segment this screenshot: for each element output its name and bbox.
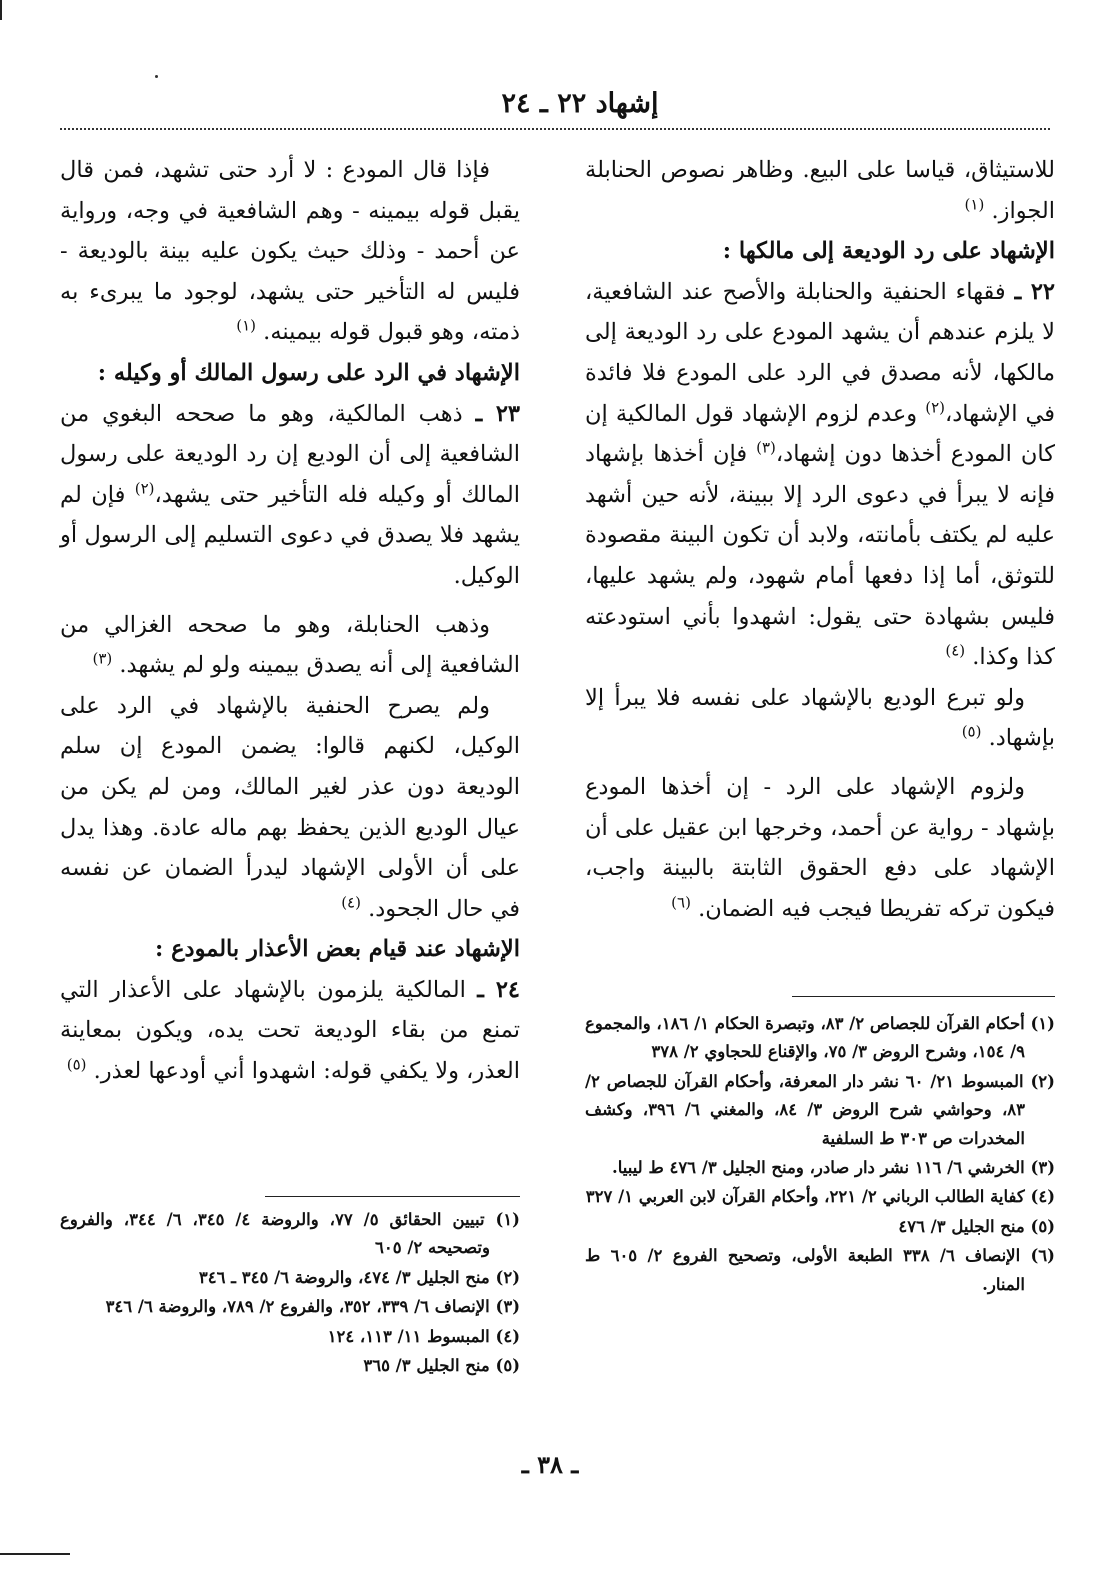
paragraph-text: للاستيثاق، قياسا على البيع. وظاهر نصوص الحنابلة الجواز. bbox=[585, 157, 1055, 224]
paragraph bbox=[60, 605, 520, 686]
footnote: (٥) منح الجليل ٣/ ٣٦٥ bbox=[363, 1356, 520, 1376]
footnote-ref: (٦) bbox=[671, 893, 691, 912]
paragraph-text: فإذا قال المودع : لا أرد حتى تشهد، فمن قال يقبل قوله بيمينه - وهم الشافعية في وجه، ورواية عن أحمد - وذلك حيث يكون عليه بينة بالوديعة - فليس له التأخير حتى يشهد، لوجود ما يبرىء به ذمته، وهو قبول قوله بيمينه. bbox=[60, 157, 520, 346]
section-number: ٢٤ ـ bbox=[477, 976, 520, 1003]
footnote-ref: (٥) bbox=[961, 722, 982, 741]
paragraph bbox=[585, 150, 1055, 231]
footnotes-left bbox=[60, 1206, 520, 1381]
paragraph bbox=[60, 686, 520, 930]
footnote: (٥) منح الجليل ٣/ ٤٧٦ bbox=[898, 1216, 1055, 1236]
footnote-ref: (١) bbox=[964, 195, 985, 214]
footnote: (٣) الخرشي ٦/ ١١٦ نشر دار صادر، ومنح الجليل ٣/ ٤٧٦ ط ليبيا. bbox=[611, 1158, 1055, 1178]
footnote-ref: (٤) bbox=[945, 641, 966, 660]
footnote: (٦) الإنصاف ٦/ ٣٣٨ الطبعة الأولى، وتصحيح الفروع ٢/ ٦٠٥ ط المنار. bbox=[585, 1246, 1055, 1294]
paragraph bbox=[585, 678, 1055, 759]
paragraph bbox=[60, 150, 520, 353]
paragraph-text: فقهاء الحنفية والحنابلة والأصح عند الشافعية، لا يلزم عندهم أن يشهد المودع على رد الوديعة إلى مالكها، لأنه مصدق في الرد على المودع فلا فائدة في الإشهاد، bbox=[585, 278, 1056, 427]
paragraph bbox=[60, 394, 520, 597]
paragraph-text: وذهب الحنابلة، وهو ما صححه الغزالي من الشافعية إلى أنه يصدق بيمينه ولو لم يشهد. bbox=[60, 611, 520, 679]
footnote: (٤) المبسوط ١١/ ١١٣، ١٢٤ bbox=[327, 1326, 520, 1346]
footnote: (٢) منح الجليل ٣/ ٤٧٤، والروضة ٦/ ٣٤٥ ـ ٣٤٦ bbox=[198, 1267, 520, 1287]
footnote: (١) تبيين الحقائق ٥/ ٧٧، والروضة ٤/ ٣٤٥، ٦/ ٣٤٤، والفروع وتصحيحه ٢/ ٦٠٥ bbox=[60, 1210, 520, 1258]
paragraph-text: وعدم لزوم الإشهاد قول المالكية إن كان المودع أخذها دون إشهاد، bbox=[585, 400, 1055, 468]
paragraph-text: فإن أخذها بإشهاد فإنه لا يبرأ في دعوى الرد إلا ببينة، لأنه حين أشهد عليه لم يكتف بأمانته، ولابد أن تكون البينة مقصودة للتوثق، أما إذا دفعها أمام شهود، ولم يشهد عليها، فليس بشهادة حتى يقول: اشهدوا بأني استودعته كذا وكذا. bbox=[585, 441, 1055, 671]
footnote-ref: (٢) bbox=[925, 398, 945, 417]
scan-speck bbox=[155, 75, 158, 78]
footnote-separator bbox=[792, 996, 1055, 997]
footnote-ref: (٣) bbox=[756, 438, 776, 457]
right-column bbox=[585, 150, 1055, 929]
footnote-ref: (٣) bbox=[92, 649, 113, 668]
scan-edge-mark bbox=[0, 0, 2, 20]
section-number: ٢٣ ـ bbox=[475, 400, 520, 427]
left-column bbox=[60, 150, 520, 1092]
footnotes-right bbox=[585, 1010, 1055, 1300]
page-number: ـ ٣٨ ـ bbox=[521, 1450, 579, 1479]
section-heading: الإشهاد على رد الوديعة إلى مالكها : bbox=[722, 238, 1055, 265]
section-number: ٢٢ ـ bbox=[1014, 278, 1055, 305]
footnote: (١) أحكام القرآن للجصاص ٢/ ٨٣، وتبصرة الحكام ١/ ١٨٦، والمجموع ٩/ ١٥٤، وشرح الروض ٣/ ٧٥، والإقناع للحجاوي ٢/ ٣٧٨ bbox=[585, 1014, 1055, 1062]
paragraph bbox=[585, 767, 1055, 929]
section-heading: الإشهاد عند قيام بعض الأعذار بالمودع : bbox=[154, 936, 520, 963]
footnote: (٤) كفاية الطالب الرباني ٢/ ٢٢١، وأحكام القرآن لابن العربي ١/ ٣٢٧ bbox=[585, 1187, 1055, 1207]
paragraph-text: ولم يصرح الحنفية بالإشهاد في الرد على الوكيل، لكنهم قالوا: يضمن المودع إن سلم الوديعة دون عذر لغير المالك، ومن لم يكن من عيال الوديع الذين يحفظ بهم ماله عادة. وهذا يدل على أن الأولى الإشهاد ليدرأ الضمان عن نفسه في حال الجحود. bbox=[60, 692, 520, 922]
footnote-separator bbox=[265, 1196, 520, 1197]
paragraph-text: المالكية يلزمون بالإشهاد على الأعذار التي تمنع من بقاء الوديعة تحت يده، ويكون بمعاينة العذر، ولا يكفي قوله: اشهدوا أني أودعها لعذر. bbox=[60, 976, 520, 1085]
footnote-ref: (٥) bbox=[66, 1055, 87, 1074]
paragraph-text: ولو تبرع الوديع بالإشهاد على نفسه فلا يبرأ إلا بإشهاد. bbox=[585, 684, 1055, 752]
footnote-ref: (١) bbox=[236, 316, 257, 335]
footnote: (٣) الإنصاف ٦/ ٣٣٩، ٣٥٢، والفروع ٢/ ٧٨٩، والروضة ٦/ ٣٤٦ bbox=[105, 1297, 520, 1317]
footnote-ref: (٤) bbox=[341, 893, 361, 912]
running-header: إشهاد ٢٢ ـ ٢٤ bbox=[501, 88, 659, 119]
footnote-ref: (٢) bbox=[134, 479, 155, 498]
paragraph-text: ذهب المالكية، وهو ما صححه البغوي من الشافعية إلى أن الوديع إن رد الوديعة على رسول المالك أو وكيله فله التأخير حتى يشهد، bbox=[60, 400, 520, 508]
scan-edge-mark bbox=[0, 1553, 70, 1555]
section-heading: الإشهاد في الرد على رسول المالك أو وكيله : bbox=[97, 359, 520, 386]
paragraph-text: ولزوم الإشهاد على الرد - إن أخذها المودع بإشهاد - رواية عن أحمد، وخرجها ابن عقيل على أن الإشهاد على دفع الحقوق الثابتة بالبينة واجب، فيكون تركه تفريطا فيجب فيه الضمان. bbox=[585, 773, 1055, 922]
paragraph bbox=[585, 272, 1055, 678]
header-dotted-rule bbox=[60, 128, 1050, 130]
paragraph-text: فإن لم يشهد فلا يصدق في دعوى التسليم إلى الرسول أو الوكيل. bbox=[60, 481, 520, 589]
footnote: (٢) المبسوط ٢١/ ٦٠ نشر دار المعرفة، وأحكام القرآن للجصاص ٢/ ٨٣، وحواشي شرح الروض ٣/ ٨٤، والمغني ٦/ ٣٩٦، وكشف المخدرات ص ٣٠٣ ط السلفية bbox=[585, 1071, 1055, 1148]
paragraph bbox=[60, 970, 520, 1092]
